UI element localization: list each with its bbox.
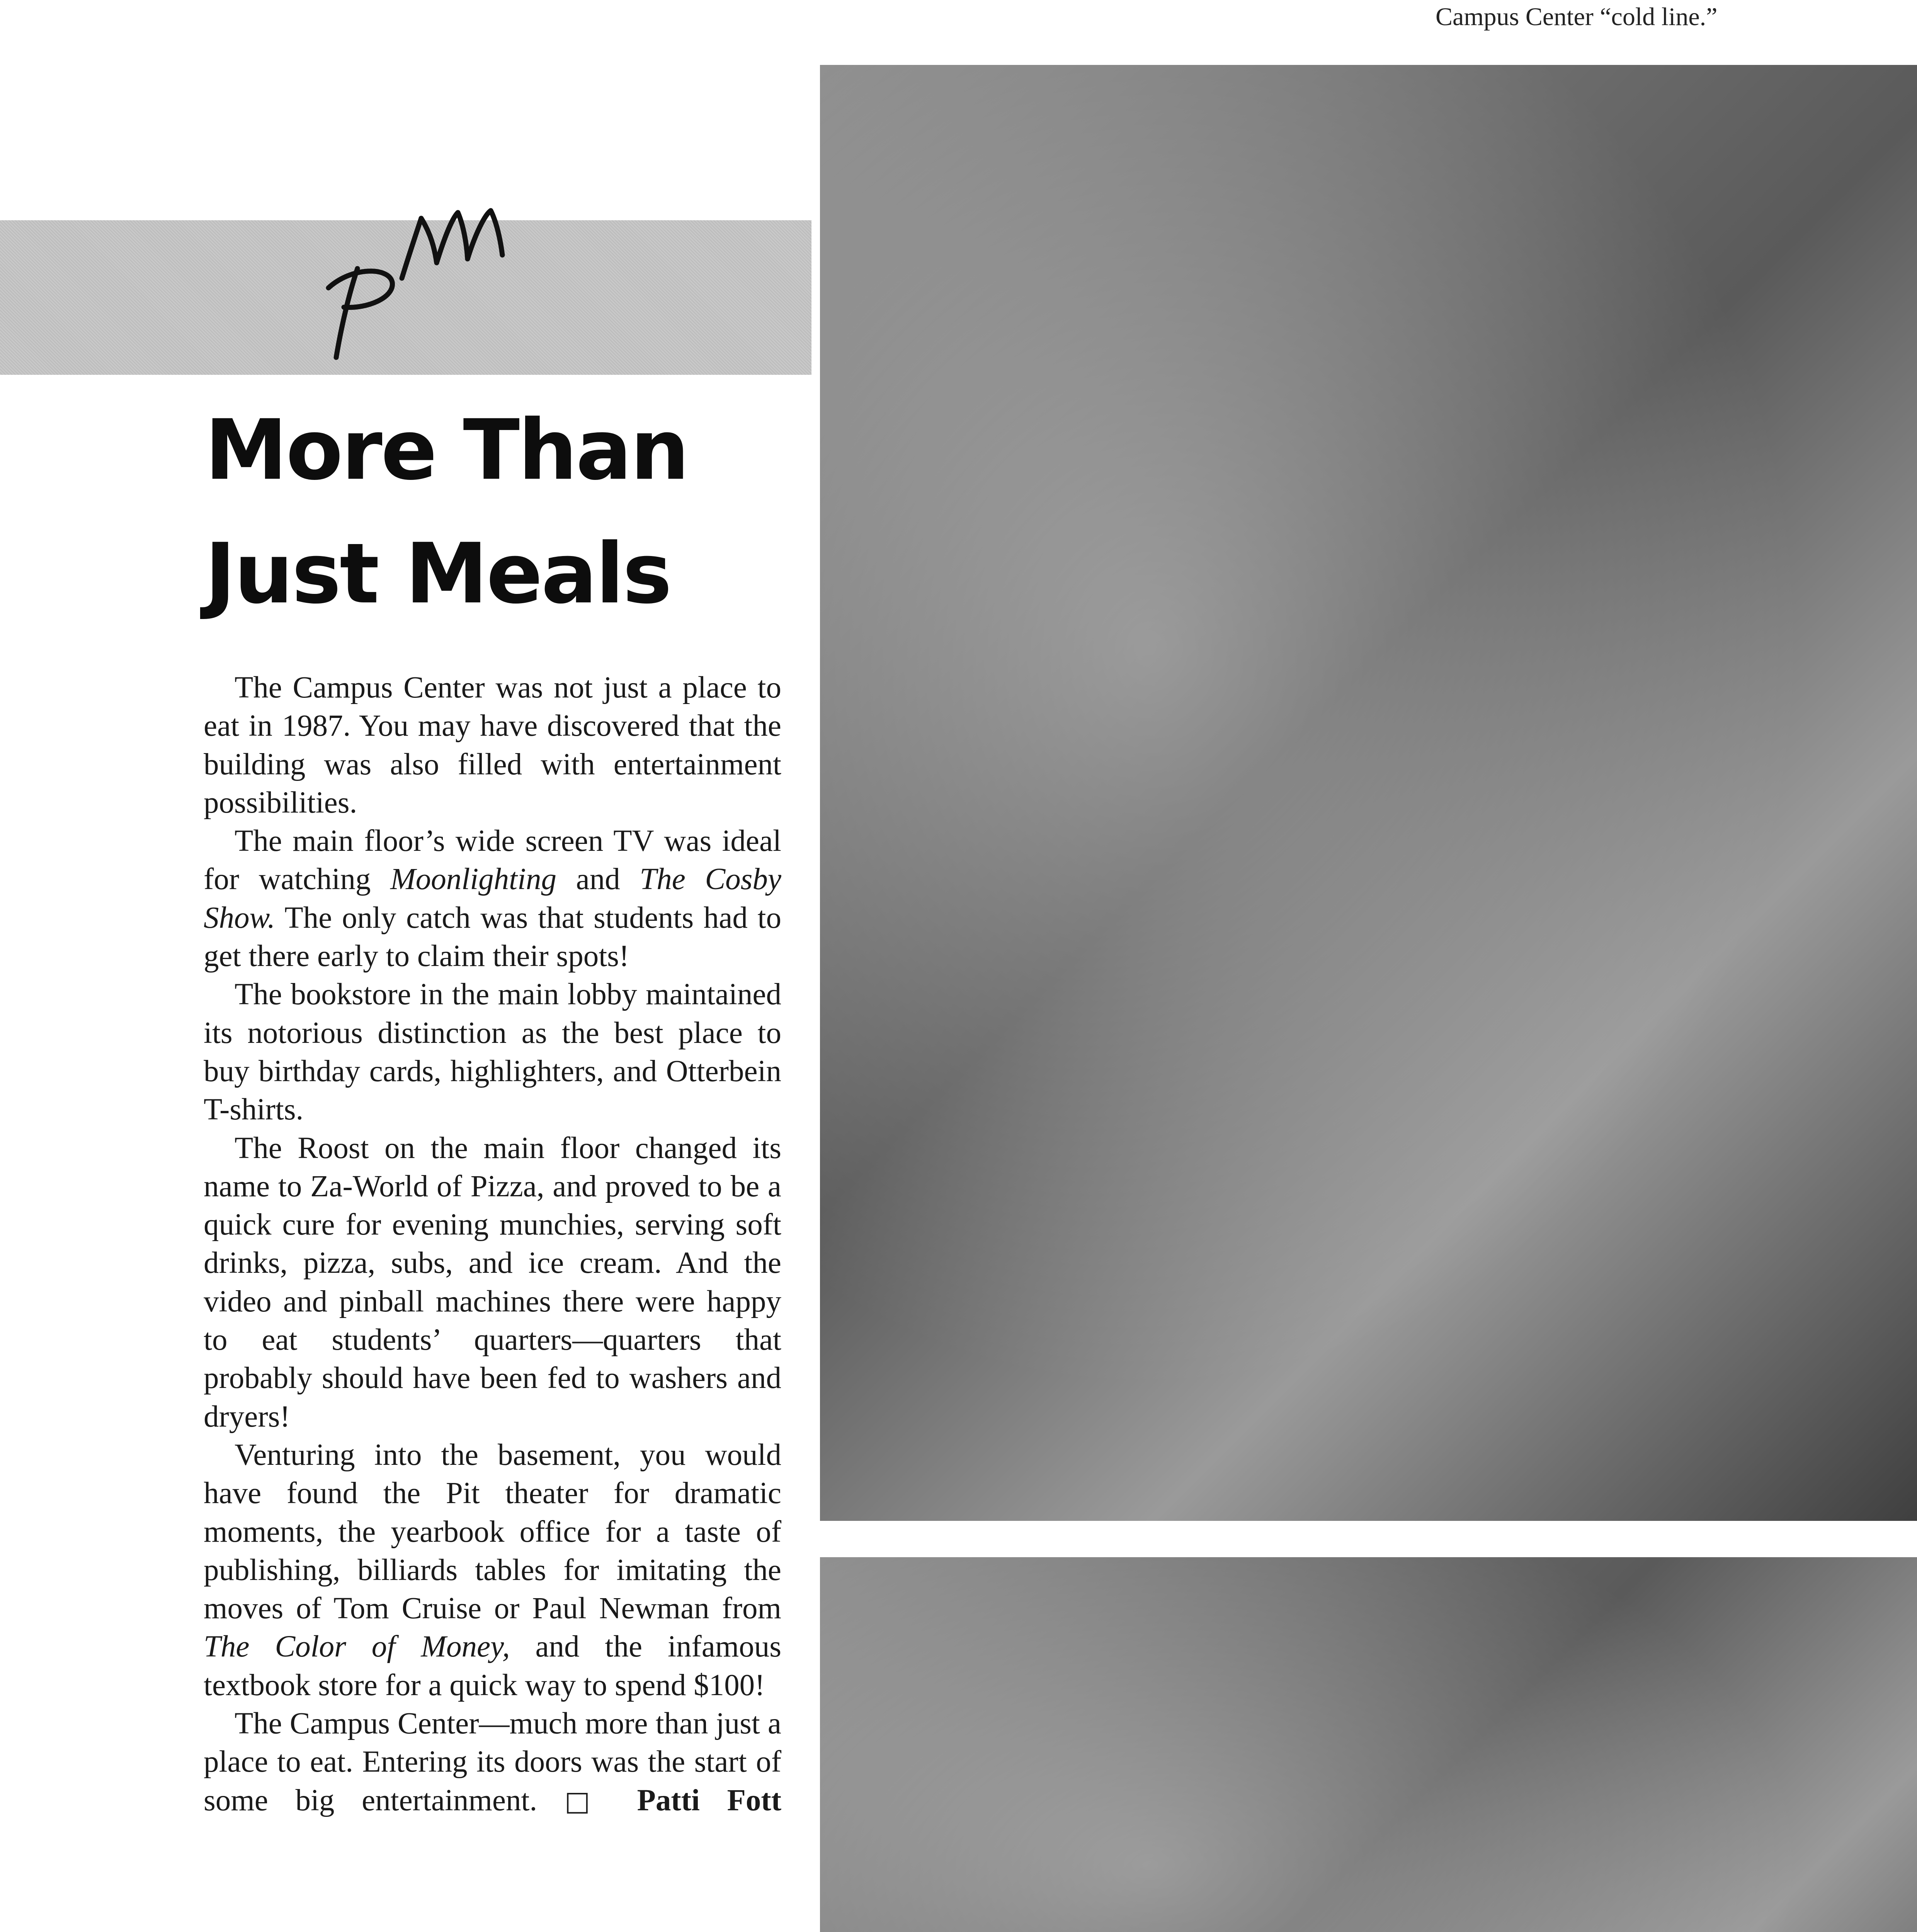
headline-line-1: More Than <box>205 401 688 498</box>
top-photo-caption: Campus Center “cold line.” <box>1436 3 1718 31</box>
headline-line-2: Just Meals <box>205 525 671 622</box>
article-paragraph-2: The main floor’s wide screen TV was ideal for watching Moonlighting and The Cosby Show. The only catch was that students had to get there early to claim their spots! <box>204 824 781 973</box>
article-paragraph-4: The Roost on the main floor changed its name to Za-World of Pizza, and proved to be a quick cure for evening munchies, serving soft drinks, pizza, subs, and ice cream. And the video and pinball machines there were happy to eat students’ quarters—quarters that probably should have been fed to washers and dryers! <box>204 1131 781 1434</box>
end-mark-icon: □ <box>564 1785 610 1817</box>
students-on-stairs-photo <box>820 1557 1917 1932</box>
show-title-moonlighting: Moonlighting <box>390 862 557 896</box>
article-paragraph-3: The bookstore in the main lobby maintained its notorious distinction as the best place to buy birthday cards, highlighters, and Otterbein T-shirts. <box>204 978 781 1127</box>
pm-script-logo <box>305 176 537 377</box>
article-paragraph-1: The Campus Center was not just a place to eat in 1987. You may have discovered that the building was also filled with entertainment possibilities. <box>204 671 781 820</box>
byline: Patti Fott <box>637 1783 782 1817</box>
film-title-color-of-money: The Color of Money, <box>204 1630 510 1664</box>
article-body <box>204 668 781 1820</box>
cafeteria-line-photo <box>820 65 1917 1521</box>
show-title-cosby: The Cosby Show. <box>204 862 781 935</box>
headline <box>205 388 784 636</box>
article-paragraph-6: The Campus Center—much more than just a place to eat. Entering its doors was the start of some big entertainment. □ Patti Fott <box>204 1707 782 1817</box>
article-paragraph-5: Venturing into the basement, you would have found the Pit theater for dramatic moments, the yearbook office for a taste of publishing, billiards tables for imitating the moves of Tom Cruise or Paul Newman from The Color of Money, and the infamous textbook store for a quick way to spend $100! <box>204 1438 781 1702</box>
